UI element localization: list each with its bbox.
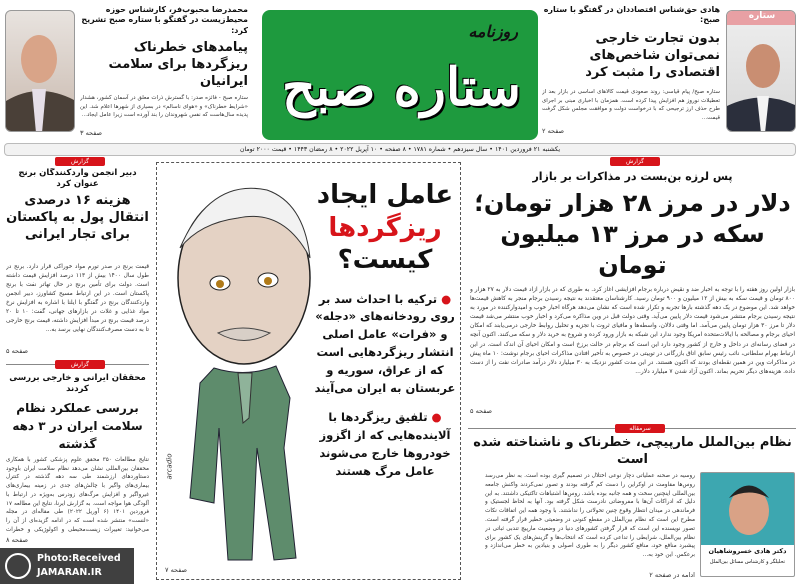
kicker: دبیر انجمن واردکنندگان برنج عنوان کرد <box>18 168 137 190</box>
dateline: یکشنبه ۲۱ فروردین ۱۴۰۱ • سال سیزدهم • شماره ۱۷۸۱ • ۸ صفحه • ۱۰ آپریل ۲۰۲۲ • ۸ رمضان ۱۴۴۳ • قیمت ۲۰۰۰ تومان <box>4 143 796 156</box>
portrait-photo-left <box>5 10 75 132</box>
page-ref: صفحه ۵ <box>6 347 29 355</box>
cartoon-bullet-1: ● ترکیه با احداث سد بر روی رودخانه‌های «دجله» و «فرات» عامل اصلی انتشار ریزگردهایی است که از عراق، سوریه و عربستان به ایران می‌آیند <box>314 291 456 395</box>
cartoon-bullet-2: ● تلفیق ریزگردها با آلاینده‌هایی که از اگزوز خودروها خارج می‌شوند عامل مرگ هستند <box>319 410 451 478</box>
page-ref: صفحه ۲ <box>542 127 565 135</box>
headline[interactable]: هزینه ۱۶ درصدی انتقال پول به پاکستان برای تجار ایرانی <box>6 193 149 242</box>
bullet-text: تلفیق ریزگردها با آلاینده‌هایی که از اگزوز خودروها خارج می‌شوند عامل مرگ هستند <box>319 410 451 478</box>
page-ref: صفحه ۳ <box>80 129 103 137</box>
cartoon-headline[interactable]: عامل ایجاد <box>316 180 454 210</box>
caricature-illustration <box>162 168 312 563</box>
masthead-subtitle: روزنامه <box>468 22 518 41</box>
kicker: هادی حق‌شناس اقتصاددان در گفتگو با ستاره صبح: <box>543 5 720 25</box>
body-text: ستاره صبح/ پیام قیاسی: روند صعودی قیمت کالاهای اساسی در بازار بعد از تعطیلات نوروز هم افزایش پیدا کرده است. همزمان با اخباری مبنی بر اجرای طرح حذف ارز ترجیحی که با درخواست دولت و موافقت مجلس شکل گرفت قیمت... <box>542 89 720 121</box>
cartoon-headline[interactable]: کیست؟ <box>337 245 433 275</box>
watermark <box>0 548 134 584</box>
author-name: دکتر هادی خسروشاهیان <box>708 547 787 555</box>
page-ref: صفحه ۵ <box>470 407 493 415</box>
section-tag: گزارش <box>55 360 105 369</box>
bullet-text: ترکیه با احداث سد بر روی رودخانه‌های «دجله» و «فرات» عامل اصلی انتشار ریزگردهایی است که از عراق، سوریه و عربستان به ایران می‌آیند <box>314 291 456 395</box>
section-tag: گزارش <box>55 157 105 166</box>
body-text: ستاره صبح - فائزه صدر: با گسترش ذرات معلق در آسمان کشور، هشدار «شرایط خطرناک» و «هوای ناسالم» در بسیاری از شهرها اعلام شد. این پدیده سال‌هاست که نفس شهروندان را بند آورده است زیرا عامل ایجاد... <box>80 95 248 118</box>
masthead-title: ستاره صبح <box>282 57 521 118</box>
headline[interactable]: پیامدهای خطرناک ریزگردها برای سلامت ایرانیان <box>108 40 248 89</box>
author-title: تحلیلگر و کارشناس مسائل بین‌الملل <box>709 558 786 565</box>
section-tag: سرمقاله <box>615 424 665 433</box>
body-text: روسیه در صحنه عملیاتی دچار نوعی اختلال در تصمیم گیری بوده است. به نظر می‌رسد روس‌ها مقاومت در اوکراین را دست کم گرفته بودند و تصور نمی‌کردند واکنش جامعه بین‌المللی اینچنین سخت و همه جانبه بوده باشد. روس‌ها اشتباهات تاکتیکی داشتند. به این دلیل که ادراکات آن‌ها با مفروضاتی نادرست شکل گرفته بود. آنها به لحاظ لجستیک و فرماندهی در میدان انتظار وقوع چنین تحولاتی را نداشتند. با وجود همه این اتفاقات نکات مطرح این است که نظام بین‌الملل در مقطع کنونی در وضعیتی خطیر قرار گرفته است. تصور نویسنده این است که قرار گرفتن کشورهای دنیا در وضعیت مارپیچ تندبی ثباتی در نظام بین‌الملل، شرایطی را تداعی کرده است که انتخاب‌ها و گزینش‌های یک کشور برای پیشبرد منافع خود، منافع کشور دیگر را به طوری اصولی و بنیادین به خطر می‌اندازد و برعکس. این خود به... <box>485 473 695 559</box>
page-ref: صفحه ۷ <box>165 566 188 575</box>
portrait-photo-right <box>726 10 796 132</box>
section-tag: گزارش <box>610 157 660 166</box>
masthead-logo <box>262 10 538 140</box>
body-text: قیمت برنج در صدر تورم مواد خوراکی قرار دارد. برنج در طول سال ۱۴۰۰ بیش از ۱۱۳ درصد افزایش قیمت داشته است. دولت برای تأمین برنج در حال تهاتر نفت با برنج پاکستان است. در این ارتباط مسیح کشاورز، دبیر انجمن واردکنندگان برنج در گفتگو با ایلنا با اشاره به افزایش نرخ مواد غذایی و غلات در بازارهای جهانی، گفت: ۱۰ تا ۲۰ درصد قیمت برنج در مبدأ افزایش داشته، قیمت برنج خارجی تا به دست مصرف‌کنندگان نهایی برسد به... <box>6 264 149 333</box>
cartoon-headline-red[interactable]: ریزگردها <box>328 212 442 243</box>
watermark-line2: JAMARAN.IR <box>37 567 102 578</box>
kicker: محمدرضا محبوب‌فر، کارشناس حوزه محیط‌زیست در گفتگو با ستاره صبح تشریح کرد: <box>81 5 248 35</box>
kicker: محققان ایرانی و خارجی بررسی کردند <box>9 373 146 395</box>
artist-signature: arcadio <box>165 453 174 480</box>
lead-headline[interactable]: دلار در مرز ۲۸ هزار تومان؛ سکه در مرز ۱۳ میلیون تومان <box>474 189 791 280</box>
jamaran-logo-icon <box>5 553 31 579</box>
headline[interactable]: بررسی عملکرد نظام سلامت ایران در ۳ دهه گذشته <box>12 401 143 451</box>
cartoon-box <box>156 162 461 580</box>
editorial-headline[interactable]: نظام بین‌الملل مارپیچی، خطرناک و ناشناخته شده است <box>473 435 792 467</box>
body-text: بازار اولین روز هفته را با توجه به اخبار ضد و نقیض درباره برجام افزایشی آغاز کرد. به طوری که در بازار آزاد قیمت دلار به ۲۷ هزار و ۸۰۰ تومان و قیمت سکه به بیش از ۱۲ میلیون و ۹۰۰ تومان رسید. کارشناسان معتقدند به نتیجه رسیدن برجام منجر به کاهش قیمت‌ها خواهد شد. این موضوع در یک دهه گذشته بارها تجربه و تکرار شده است که نشان می‌دهد هرگاه اخبار خوب و امیدوارکننده در مورد به نتیجه رسیدن برجام منتشر می‌شود قیمت دلار پایین می‌آید. وقتی دولت قبل در وین مذاکره می‌کرد و اخبار خوب منتشر می‌شد قیمت دلار تا مرز ۳۰ هزار تومان پایین می‌آمد. اما وقتی دلالان، واسطه‌ها و مافیای ثروت با تجزیه و تحلیل روابط خارجی درمی‌یابند که امکان احیای برجام و مصالحه با ایالات‌متحده امریکا وجود ندارد این شبکه به بازار ورود کرده و شروع به خرید دلار و سکه می‌کنند. اکنون آنچه در فضای رسانه‌ای در داخل و خارج از کشور وجود دارد این است که برجام در حالت برزخ است و امکان احیای آن اندک است. در این ارتباط بهرام سلطانی، نائب رئیس سابق اتاق بازرگانی در توییتی در خصوص به تأخیر افتادن مذاکرات احیای برجام نوشت: ۱۰ ماه پیش در مذاکرات وین در همین نقطه‌ای بودند که اکنون هستند. در این مدت کشور نزدیک به ۳۰ میلیارد دلار درآمد صادرات نفت را از دست داده. هزینه‌های دیگر تحریم بماند. اکنون آزاد شدن ۷ میلیارد دلار... <box>470 287 795 375</box>
headline[interactable]: بدون تجارت خارجی نمی‌توان شاخص‌های اقتصادی را مثبت کرد <box>585 31 720 80</box>
kicker: پس لرزه بن‌بست در مذاکرات بر بازار <box>532 170 733 183</box>
watermark-line1: Photo:Received <box>37 553 121 564</box>
site-logo: ستاره <box>727 11 796 25</box>
page-ref: صفحه ۸ <box>6 536 29 544</box>
author-photo <box>700 472 795 577</box>
continued-ref: ادامه در صفحه ۲ <box>649 571 695 579</box>
body-text: نتایج مطالعات ۳۵۰ محقق علوم پزشکی کشور با همکاری محققان بین‌المللی نشان می‌دهد نظام سلامت ایران باوجود دستاوردهای ارزشمند طی سه دهه گذشته در کنترل بیماری‌های واگیر با چالش‌های جدی در زمینه بیماری‌های غیرواگیر و افزایش مرگ‌های زودرس به‌ویژه در ارتباط با آلودگی هوا مواجه است. به گزارش ایرنا، نتایج این مطالعه ۱۷ فروردین ۱۴۰۱ (۶ آوریل ۲۰۲۲) طی مقاله‌ای در مجله «لنست» منتشر شده است که در ادامه گزیده‌ای از آن را می‌خوانید: تغییرات زیست‌محیطی و اکولوژیکی و خطرات <box>6 457 149 533</box>
